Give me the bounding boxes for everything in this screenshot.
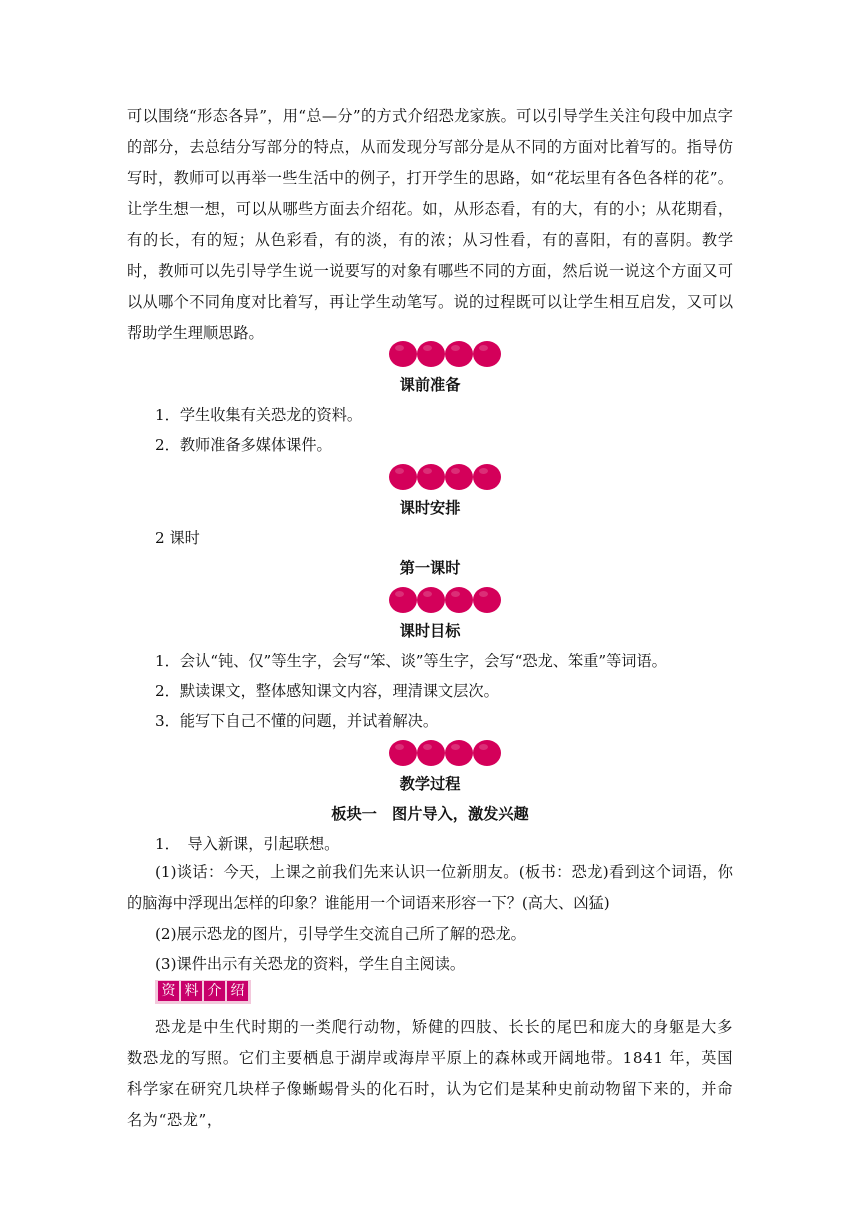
petal-icon [445, 587, 473, 613]
goal-item: 2．默读课文，整体感知课文内容，理清课文层次。 [155, 682, 499, 700]
intro-paragraph: 可以围绕“形态各异”，用“总—分”的方式介绍恐龙家族。可以引导学生关注句段中加点字的部分，去总结分写部分的特点，从而发现分写部分是从不同的方面对比着写的。指导仿写时，教师可以再举一些生活中的例子，打开学生的思路，如“花坛里有各色各样的花”。让学生想一想，可以从哪些方面去介绍花。如，从形态看，有的大，有的小；从花期看，有的长，有的短；从色彩看，有的淡，有的浓；从习性看，有的喜阳，有的喜阴。教学时，教师可以先引导学生说一说要写的对象有哪些不同的方面，然后说一说这个方面又可以从哪个不同角度对比着写，再让学生动笔写。说的过程既可以让学生相互启发，又可以帮助学生理顺思路。 [127, 107, 733, 342]
petal-icon [417, 740, 445, 766]
prep-heading: 课前准备 [399, 376, 461, 394]
info-tag-char: 介 [204, 981, 225, 1001]
schedule-heading: 课时安排 [399, 499, 461, 517]
info-paragraph: 恐龙是中生代时期的一类爬行动物，矫健的四肢、长长的尾巴和庞大的身躯是大多数恐龙的写照。它们主要栖息于湖岸或海岸平原上的森林或开阔地带。1841 年，英国科学家在研究几块样子像蜥蜴骨头的化石时，认为它们是某种史前动物留下来的，并命名为“恐龙”， [127, 1018, 733, 1129]
section-divider-ornament [389, 339, 501, 369]
step-one-sub-3: (3)课件出示有关恐龙的资料，学生自主阅读。 [155, 955, 466, 973]
info-tag-char: 绍 [227, 981, 248, 1001]
petal-icon [473, 341, 501, 367]
petal-icon [445, 740, 473, 766]
petal-icon [389, 341, 417, 367]
goal-item: 3．能写下自己不懂的问题，并试着解决。 [155, 712, 439, 730]
petal-icon [389, 464, 417, 490]
petal-icon [417, 341, 445, 367]
info-tag-char: 资 [158, 981, 179, 1001]
lesson-one-title: 第一课时 [399, 559, 461, 577]
petal-icon [473, 464, 501, 490]
petal-icon [445, 341, 473, 367]
block-one-title: 板块一 图片导入，激发兴趣 [331, 805, 529, 823]
section-divider-ornament [389, 738, 501, 768]
petal-icon [473, 587, 501, 613]
petal-icon [417, 587, 445, 613]
step-one: 1． 导入新课，引起联想。 [155, 835, 340, 853]
petal-icon [417, 464, 445, 490]
section-divider-ornament [389, 585, 501, 615]
goal-item: 1．会认“钝、仅”等生字，会写“笨、谈”等生字，会写“恐龙、笨重”等词语。 [155, 652, 667, 670]
petal-icon [389, 740, 417, 766]
petal-icon [445, 464, 473, 490]
petal-icon [473, 740, 501, 766]
info-tag-char: 料 [181, 981, 202, 1001]
petal-icon [389, 587, 417, 613]
info-tag [155, 980, 251, 1004]
goals-heading: 课时目标 [399, 622, 461, 640]
schedule-text: 2 课时 [155, 529, 200, 547]
step-one-sub-2: (2)展示恐龙的图片，引导学生交流自己所了解的恐龙。 [155, 925, 526, 943]
prep-item: 1．学生收集有关恐龙的资料。 [155, 406, 363, 424]
step-one-sub-1: (1)谈话：今天，上课之前我们先来认识一位新朋友。(板书：恐龙)看到这个词语，你的脑海中浮现出怎样的印象？谁能用一个词语来形容一下？(高大、凶猛) [127, 863, 733, 912]
prep-item: 2．教师准备多媒体课件。 [155, 436, 332, 454]
section-divider-ornament [389, 462, 501, 492]
process-heading: 教学过程 [399, 775, 461, 793]
